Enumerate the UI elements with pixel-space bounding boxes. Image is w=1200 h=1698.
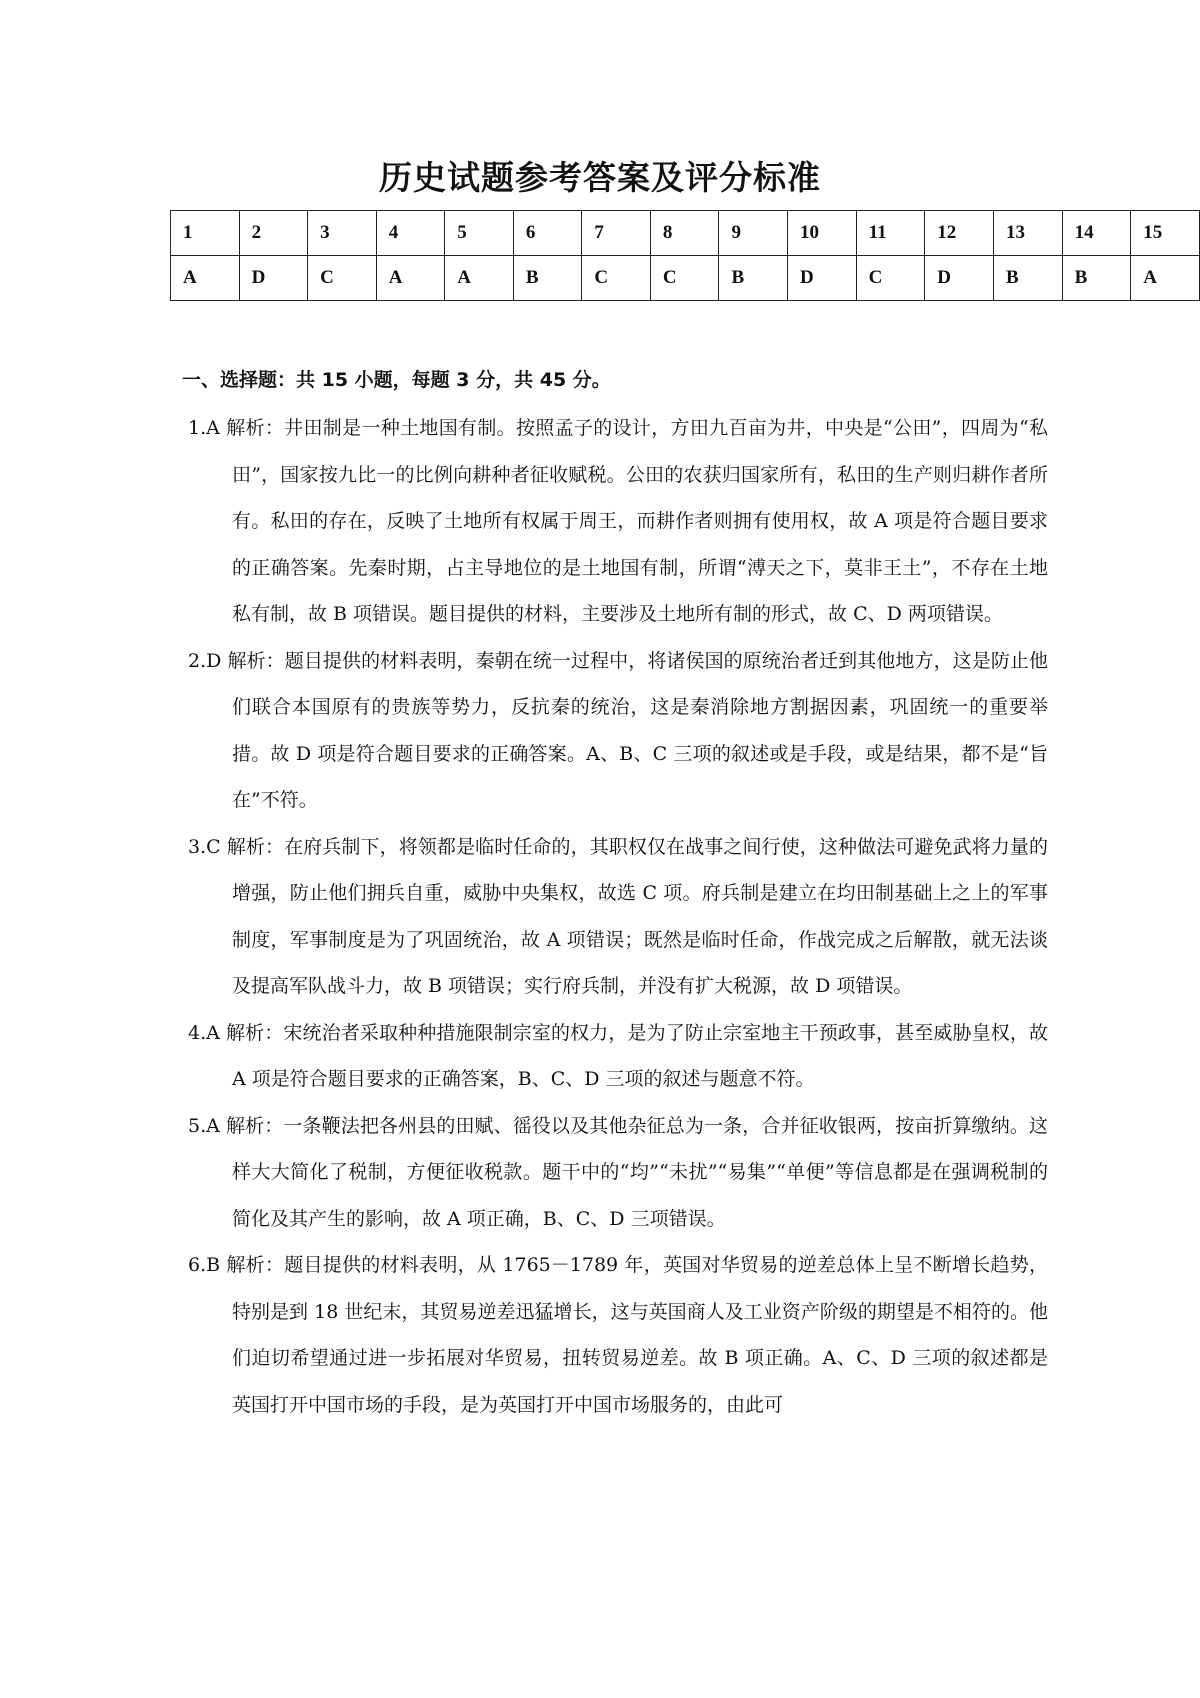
answer-letter: A	[1131, 256, 1200, 301]
question-number: 10	[788, 211, 857, 256]
explanation-paragraph	[188, 1010, 1048, 1103]
question-number: 14	[1062, 211, 1131, 256]
answer-letter: C	[650, 256, 719, 301]
explanation-item	[188, 824, 1048, 1010]
answer-letter: D	[925, 256, 994, 301]
explanation-label: 1.A 解析：	[188, 417, 285, 439]
answer-letter: B	[719, 256, 788, 301]
question-number: 13	[993, 211, 1062, 256]
answer-letter: B	[1062, 256, 1131, 301]
explanation-text: 在府兵制下，将领都是临时任命的，其职权仅在战事之间行使，这种做法可避免武将力量的增强，防止他们拥兵自重，威胁中央集权，故选 C 项。府兵制是建立在均田制基础上之上的军事制度，军事制度是为了巩固统治，故 A 项错误；既然是临时任命，作战完成之后解散，就无法谈及提高军队战斗力，故 B 项错误；实行府兵制，并没有扩大税源，故 D 项错误。	[232, 835, 1048, 997]
explanation-text: 宋统治者采取种种措施限制宗室的权力，是为了防止宗室地主干预政事，甚至威胁皇权，故 A 项是符合题目要求的正确答案，B、C、D 三项的叙述与题意不符。	[232, 1021, 1048, 1090]
question-number: 7	[582, 211, 651, 256]
question-number-row	[171, 211, 1200, 256]
explanation-label: 3.C 解析：	[188, 835, 285, 858]
answer-letter: D	[788, 256, 857, 301]
explanation-label: 4.A 解析：	[188, 1021, 284, 1044]
explanation-text: 井田制是一种土地国有制。按照孟子的设计，方田九百亩为井，中央是“公田”，四周为“私田”，国家按九比一的比例向耕种者征收赋税。公田的农获归国家所有，私田的生产则归耕作者所有。私田的存在，反映了土地所有权属于周王，而耕作者则拥有使用权，故 A 项是符合题目要求的正确答案。先秦时期，占主导地位的是土地国有制，所谓“溥天之下，莫非王土”，不存在土地私有制，故 B 项错误。题目提供的材料，主要涉及土地所有制的形式，故 C、D 两项错误。	[232, 417, 1048, 625]
answer-letter: A	[445, 256, 514, 301]
answer-letter: D	[239, 256, 308, 301]
answer-explanations	[188, 405, 1048, 1428]
explanation-text: 题目提供的材料表明，秦朝在统一过程中，将诸侯国的原统治者迁到其他地方，这是防止他们联合本国原有的贵族等势力，反抗秦的统治，这是秦消除地方割据因素，巩固统一的重要举措。故 D 项是符合题目要求的正确答案。A、B、C 三项的叙述或是手段，或是结果，都不是“旨在”不符。	[232, 649, 1048, 811]
explanation-paragraph	[188, 638, 1048, 824]
explanation-label: 2.D 解析：	[188, 649, 285, 672]
answer-key-table	[170, 210, 1200, 301]
question-number: 8	[650, 211, 719, 256]
explanation-item	[188, 1010, 1048, 1103]
explanation-item	[188, 405, 1048, 638]
answer-letter: A	[171, 256, 240, 301]
answer-letter: B	[513, 256, 582, 301]
question-number: 9	[719, 211, 788, 256]
explanation-paragraph	[188, 1242, 1048, 1428]
question-number: 5	[445, 211, 514, 256]
explanation-label: 5.A 解析：	[188, 1114, 284, 1137]
explanation-item	[188, 638, 1048, 824]
answer-letter: A	[376, 256, 445, 301]
page-title: 历史试题参考答案及评分标准	[379, 158, 821, 197]
question-number: 12	[925, 211, 994, 256]
explanation-item	[188, 1242, 1048, 1428]
section-heading: 一、选择题：共 15 小题，每题 3 分，共 45 分。	[182, 369, 611, 391]
answer-letter: C	[856, 256, 925, 301]
explanation-text: 题目提供的材料表明，从 1765－1789 年，英国对华贸易的逆差总体上呈不断增长趋势，特别是到 18 世纪末，其贸易逆差迅猛增长，这与英国商人及工业资产阶级的期望是不相符的。他们迫切希望通过进一步拓展对华贸易，扭转贸易逆差。故 B 项正确。A、C、D 三项的叙述都是英国打开中国市场的手段，是为英国打开中国市场服务的，由此可	[232, 1254, 1048, 1416]
question-number: 6	[513, 211, 582, 256]
answer-letter: C	[308, 256, 377, 301]
question-number: 4	[376, 211, 445, 256]
explanation-item	[188, 1103, 1048, 1243]
question-number: 1	[171, 211, 240, 256]
question-number: 3	[308, 211, 377, 256]
explanation-label: 6.B 解析：	[188, 1254, 285, 1276]
explanation-paragraph	[188, 1103, 1048, 1243]
explanation-paragraph	[188, 824, 1048, 1010]
answer-row	[171, 256, 1200, 301]
answer-letter: C	[582, 256, 651, 301]
question-number: 11	[856, 211, 925, 256]
question-number: 15	[1131, 211, 1200, 256]
question-number: 2	[239, 211, 308, 256]
explanation-text: 一条鞭法把各州县的田赋、徭役以及其他杂征总为一条，合并征收银两，按亩折算缴纳。这样大大简化了税制，方便征收税款。题干中的“均”“未扰”“易集”“单便”等信息都是在强调税制的简化及其产生的影响，故 A 项正确，B、C、D 三项错误。	[232, 1114, 1048, 1230]
answer-letter: B	[993, 256, 1062, 301]
explanation-paragraph	[188, 405, 1048, 638]
